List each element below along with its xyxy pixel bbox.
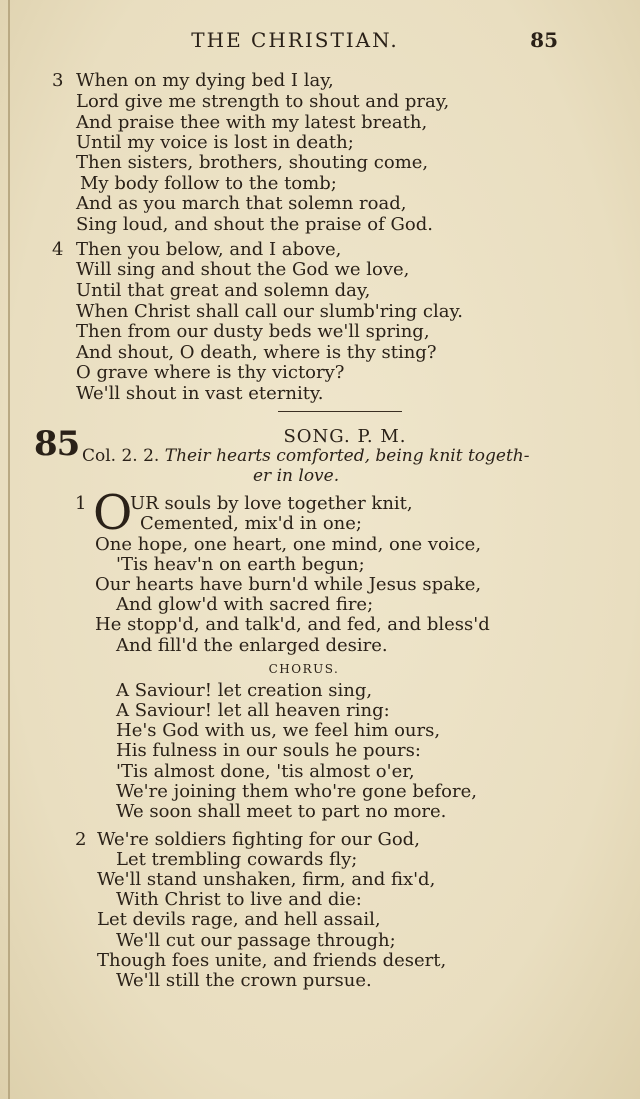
chorus-line: A Saviour! let creation sing, xyxy=(116,680,373,701)
reference-text-continued: er in love. xyxy=(253,466,340,486)
chorus-line: 'Tis almost done, 'tis almost o'er, xyxy=(116,761,415,782)
verse-line: Then sisters, brothers, shouting come, xyxy=(76,152,429,173)
verse-line: We're soldiers fighting for our God, xyxy=(97,829,420,850)
section-divider xyxy=(278,411,402,412)
hymn-title-text: SONG. P. M. xyxy=(283,426,407,447)
page-number: 85 xyxy=(530,28,558,52)
page-edge xyxy=(8,0,10,1099)
chorus-label xyxy=(0,662,600,676)
verse-line: With Christ to live and die: xyxy=(116,889,362,910)
verse-line: Though foes unite, and friends desert, xyxy=(97,950,447,971)
chorus-line: We soon shall meet to part no more. xyxy=(116,801,447,822)
verse-line: And fill'd the enlarged desire. xyxy=(116,635,388,656)
verse-number: 1 xyxy=(75,493,87,514)
verse-line: Our hearts have burn'd while Jesus spake, xyxy=(95,574,482,595)
chorus-label-text: CHORUS. xyxy=(268,662,340,676)
hymn-title xyxy=(0,426,600,447)
verse-line: Let trembling cowards fly; xyxy=(116,849,358,870)
page-header xyxy=(0,28,640,56)
verse-line: We'll shout in vast eternity. xyxy=(76,383,324,404)
verse-line: Until my voice is lost in death; xyxy=(76,132,354,153)
verse-line: Will sing and shout the God we love, xyxy=(76,259,410,280)
chorus-line: We're joining them who're gone before, xyxy=(116,781,477,802)
verse-line: Let devils rage, and hell assail, xyxy=(97,909,381,930)
running-title: THE CHRISTIAN. xyxy=(191,28,399,52)
verse-line: Lord give me strength to shout and pray, xyxy=(76,91,450,112)
drop-cap: O xyxy=(93,485,133,541)
verse-number: 3 xyxy=(52,70,64,91)
chorus-line: His fulness in our souls he pours: xyxy=(116,740,421,761)
verse-line: And shout, O death, where is thy sting? xyxy=(76,342,437,363)
chorus-line: He's God with us, we feel him ours, xyxy=(116,720,441,741)
verse-line: And praise thee with my latest breath, xyxy=(76,112,428,133)
verse-line: Until that great and solemn day, xyxy=(76,280,371,301)
verse-line: And glow'd with sacred fire; xyxy=(116,594,374,615)
verse-line: 'Tis heav'n on earth begun; xyxy=(116,554,365,575)
verse-number: 2 xyxy=(75,829,87,850)
verse-line: And as you march that solemn road, xyxy=(76,193,407,214)
verse-line: When Christ shall call our slumb'ring clay. xyxy=(76,301,463,322)
verse-number: 4 xyxy=(52,239,64,260)
verse-line: My body follow to the tomb; xyxy=(80,173,337,194)
verse-line: Sing loud, and shout the praise of God. xyxy=(76,214,433,235)
verse-line: We'll still the crown pursue. xyxy=(116,970,372,991)
reference-text: Their hearts comforted, being knit togeth- xyxy=(164,446,530,466)
scripture-reference xyxy=(82,446,529,466)
verse-line: O grave where is thy victory? xyxy=(76,362,345,383)
reference-label: Col. 2. 2. xyxy=(82,446,160,466)
verse-line: Cemented, mix'd in one; xyxy=(140,513,362,534)
chorus-line: A Saviour! let all heaven ring: xyxy=(116,700,390,721)
verse-line: UR souls by love together knit, xyxy=(130,493,413,514)
verse-line: Then you below, and I above, xyxy=(76,239,342,260)
verse-line: He stopp'd, and talk'd, and fed, and bless'd xyxy=(95,614,490,635)
verse-line: Then from our dusty beds we'll spring, xyxy=(76,321,430,342)
verse-line: We'll stand unshaken, firm, and fix'd, xyxy=(97,869,436,890)
verse-line: We'll cut our passage through; xyxy=(116,930,396,951)
hymn-number: 85 xyxy=(34,424,80,464)
verse-line: One hope, one heart, one mind, one voice, xyxy=(95,534,482,555)
verse-line: When on my dying bed I lay, xyxy=(76,70,334,91)
